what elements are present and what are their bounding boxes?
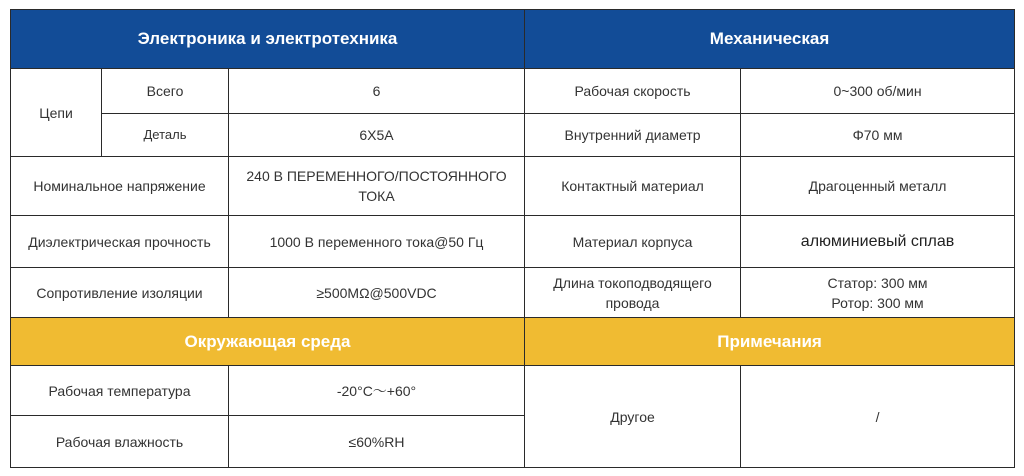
- section-header-environment: Окружающая среда: [11, 318, 525, 366]
- voltage-label: Номинальное напряжение: [11, 157, 229, 216]
- table-row: [11, 114, 1015, 157]
- lead-length-value: [741, 268, 1015, 318]
- table-row: [11, 216, 1015, 268]
- table-row: [11, 157, 1015, 216]
- contact-label: Контактный материал: [525, 157, 741, 216]
- spec-table: [10, 9, 1015, 468]
- insulation-label: Сопротивление изоляции: [11, 268, 229, 318]
- lead-rotor-value: Ротор: 300 мм: [831, 294, 924, 311]
- voltage-value: 240 В ПЕРЕМЕННОГО/ПОСТОЯННОГО ТОКА: [229, 157, 525, 216]
- dielectric-label: Диэлектрическая прочность: [11, 216, 229, 268]
- section-header-notes: Примечания: [525, 318, 1015, 366]
- contact-value: Драгоценный металл: [741, 157, 1015, 216]
- diameter-label: Внутренний диаметр: [525, 114, 741, 157]
- circuits-total-label: Всего: [102, 69, 229, 114]
- other-label: Другое: [525, 366, 741, 468]
- housing-label: Материал корпуса: [525, 216, 741, 268]
- humidity-label: Рабочая влажность: [11, 416, 229, 468]
- temperature-label: Рабочая температура: [11, 366, 229, 416]
- dielectric-value: 1000 В переменного тока@50 Гц: [229, 216, 525, 268]
- lead-stator-value: Статор: 300 мм: [827, 274, 928, 291]
- temperature-value: -20°C～+60°: [229, 366, 525, 416]
- housing-value: алюминиевый сплав: [741, 216, 1015, 268]
- speed-label: Рабочая скорость: [525, 69, 741, 114]
- other-value: /: [741, 366, 1015, 468]
- table-row: [11, 268, 1015, 318]
- circuits-detail-value: 6X5A: [229, 114, 525, 157]
- lead-length-label: Длина токоподводящего провода: [525, 268, 741, 318]
- circuits-label: Цепи: [11, 69, 102, 157]
- table-row: [11, 69, 1015, 114]
- header-row-top: [11, 10, 1015, 69]
- circuits-detail-label: Деталь: [102, 114, 229, 157]
- section-header-electronics: Электроника и электротехника: [11, 10, 525, 69]
- circuits-total-value: 6: [229, 69, 525, 114]
- table-row: [11, 366, 1015, 416]
- diameter-value: Φ70 мм: [741, 114, 1015, 157]
- humidity-value: ≤60%RH: [229, 416, 525, 468]
- section-header-mechanical: Механическая: [525, 10, 1015, 69]
- speed-value: 0~300 об/мин: [741, 69, 1015, 114]
- insulation-value: ≥500MΩ@500VDC: [229, 268, 525, 318]
- header-row-bottom: [11, 318, 1015, 366]
